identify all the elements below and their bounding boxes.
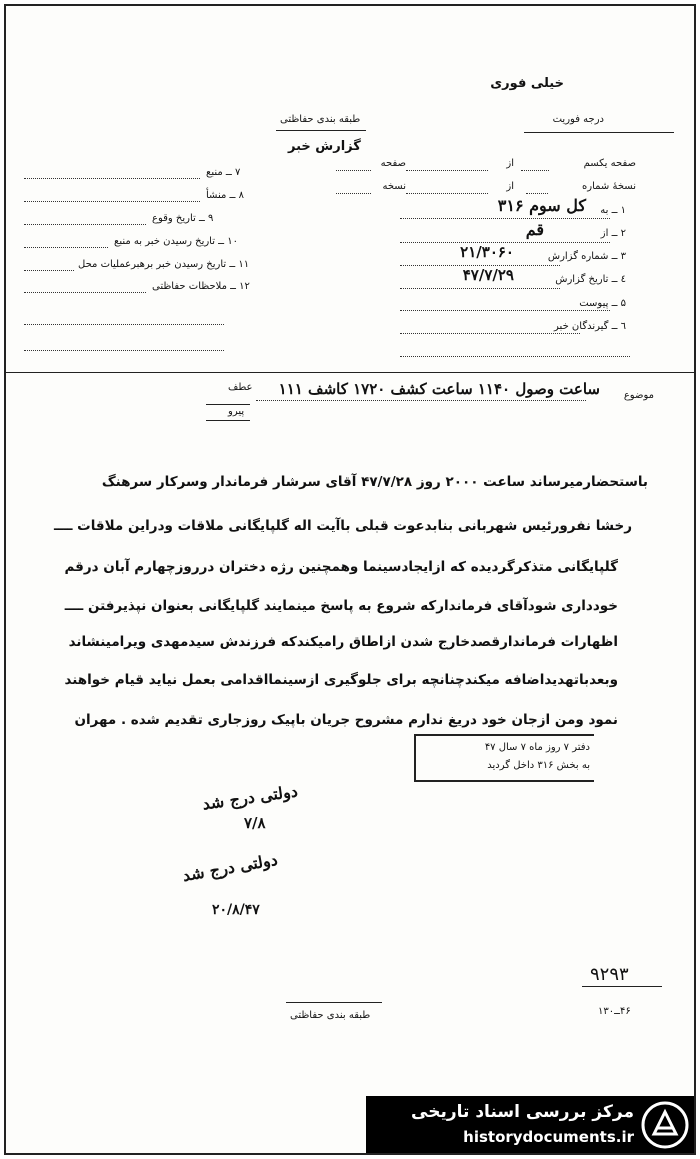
field-6-label: ٦ ــ گیرندگان خبر (554, 321, 626, 332)
watermark-title: مرکز بررسی اسناد تاریخی (411, 1102, 634, 1122)
atf-line (206, 404, 250, 405)
classification-bottom-line (286, 1002, 382, 1003)
field-1-label: ۱ ــ به (600, 205, 626, 216)
field-3-label: ۳ ــ شماره گزارش (547, 251, 626, 262)
page-dots-3 (521, 170, 549, 171)
urgency-label: درجه فوریت (552, 114, 604, 125)
copy-dots-2 (406, 193, 488, 194)
field-4-dots (400, 288, 560, 289)
body-line-7: نمود ومن ازجان خود دریغ ندارم مشروح جریان باپیک روزجاری تقدیم شده . مهران (74, 712, 618, 728)
field-5-label: ۵ ــ پیوست (579, 298, 626, 309)
page-az: از (506, 158, 514, 169)
classification-top-underline (276, 130, 366, 131)
page-one-label: صفحه یکسم (583, 158, 636, 169)
body-line-2: رخشا نفرورئیس شهربانی بنابدعوت قبلی باآیت اله گلپایگانی ملاقات ودراین ملاقات ــــ (54, 518, 632, 534)
field-11-dots (24, 270, 74, 271)
field-7-dots (24, 178, 200, 179)
subject-dots (256, 400, 586, 401)
subject-label: موضوع (623, 390, 654, 401)
body-line-5: اظهارات فرماندارقصدخارج شدن ازاطاق رامیکندکه فرزندش سیدمهدی ویرامینشاند (68, 634, 618, 650)
registry-stamp (414, 734, 594, 782)
field-4-value: ۴۷/۷/۲۹ (462, 266, 514, 284)
field-6-dots (400, 333, 580, 334)
document-number: ۹۲۹۳ (590, 964, 629, 985)
report-title: گزارش خبر (288, 139, 361, 154)
field-2-value: قم (525, 220, 544, 239)
field-1-value: کل سوم ۳۱۶ (497, 196, 586, 215)
field-8-label: ۸ ــ منشأ (206, 190, 244, 201)
page-label: صفحه (380, 158, 406, 169)
document-page (4, 4, 696, 1155)
copy-num-label: نسخهٔ شماره (582, 181, 636, 192)
copy-dots-3 (526, 193, 548, 194)
stamp-line-1: دفتر ۷ روز ماه ۷ سال ۴۷ (484, 742, 590, 753)
body-line-6: وبعدباتهدیداضافه میکندچنانچه برای جلوگیری ازسینمااقدامی بعمل نیاید قیام خواهند (64, 672, 618, 688)
page-dots-1 (336, 170, 371, 171)
field-9-label: ۹ ــ تاریخ وقوع (152, 213, 214, 224)
handwritten-note-1: دولتی درج شد (201, 781, 299, 814)
field-10-dots (24, 247, 108, 248)
copy-dots-1 (336, 193, 371, 194)
field-9-dots (24, 224, 146, 225)
peyro-label: پیرو (228, 406, 245, 417)
urgency-underline (524, 132, 674, 133)
watermark-url: historydocuments.ir (463, 1128, 634, 1146)
archive-logo-icon (640, 1100, 690, 1150)
copy-label: نسخه (382, 181, 406, 192)
field-6-dots-2 (400, 356, 630, 357)
field-10-label: ۱۰ ــ تاریخ رسیدن خبر به منبع (114, 236, 238, 247)
classification-top: طبقه بندی حفاظتی (280, 114, 361, 125)
atf-label: عطف (228, 382, 253, 393)
field-5-dots (400, 310, 610, 311)
subject-value: ساعت وصول ۱۱۴۰ ساعت کشف ۱۷۲۰ کاشف ۱۱۱ (278, 380, 600, 398)
field-12-label: ۱۲ ــ ملاحظات حفاظتی (152, 281, 250, 292)
peyro-line (206, 420, 250, 421)
copy-az: از (506, 181, 514, 192)
field-3-value: ۲۱/۳۰۶۰ (460, 243, 514, 261)
field-4-label: ٤ ــ تاریخ گزارش (555, 274, 626, 285)
handwritten-date-2: ۲۰/۸/۴۷ (212, 902, 260, 918)
body-line-4: خودداری شودآقای فرماندارکه شروع به پاسخ مینمایند گلپایگانی بعنوان نپذیرفتن ــــ (64, 598, 618, 614)
field-11-label: ۱۱ ــ تاریخ رسیدن خبر برهبرعملیات محل (78, 259, 250, 270)
urgency-value: خیلی فوری (490, 76, 564, 91)
field-2-label: ۲ ــ از (600, 228, 626, 239)
body-line-3: گلپایگانی متذکرگردیده که ازایجادسینما وهمچنین رژه دختران درروزچهارم آبان درقم (64, 559, 618, 575)
classification-bottom: طبقه بندی حفاظتی (290, 1010, 371, 1021)
page-dots-2 (406, 170, 488, 171)
separator-line (6, 372, 694, 373)
left-dots-1 (24, 324, 224, 325)
body-line-1: باستحضارمیرساند ساعت ۲۰۰۰ روز ۴۷/۷/۲۸ آقای سرشار فرماندار وسرکار سرهنگ (101, 474, 648, 490)
handwritten-date-1: ۷/۸ (244, 814, 266, 832)
field-1-dots (400, 218, 610, 219)
field-8-dots (24, 201, 200, 202)
form-code: ۴۶ــ۱۳۰ (598, 1006, 631, 1017)
field-7-label: ۷ ــ منبع (206, 167, 241, 178)
left-dots-2 (24, 350, 224, 351)
field-12-dots (24, 292, 146, 293)
stamp-line-2: به بخش ۳۱۶ داخل گردید (487, 760, 590, 771)
handwritten-note-2: دولتی درج شد (181, 849, 279, 886)
document-number-line (582, 986, 662, 987)
watermark-bar (366, 1096, 696, 1154)
